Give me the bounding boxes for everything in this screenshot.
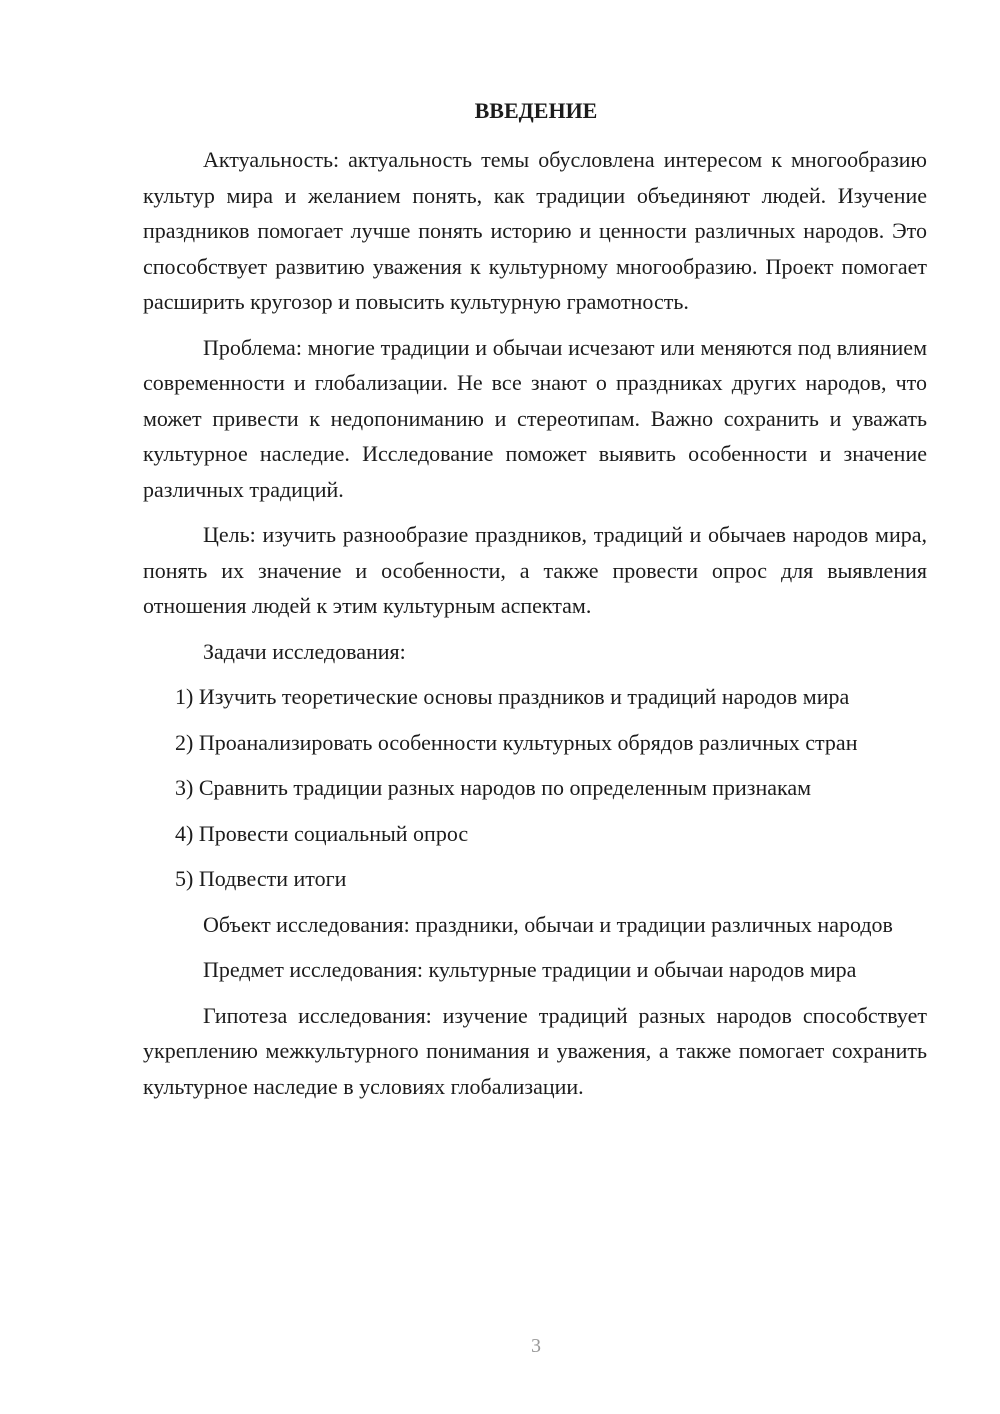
task-item-3: 3) Сравнить традиции разных народов по определенным признакам [175, 775, 812, 800]
task-item-5: 5) Подвести итоги [175, 866, 347, 891]
page-title: ВВЕДЕНИЕ [474, 98, 598, 123]
hypothesis-paragraph: Гипотеза исследования: изучение традиций разных народов способствует укреплению межкультурного понимания и уважения, а также помогает сохранить культурное наследие в условиях глобализации. [143, 1002, 927, 1099]
document-body [143, 142, 927, 1104]
task-item-4: 4) Провести социальный опрос [175, 820, 469, 846]
problem-paragraph: Проблема: многие традиции и обычаи исчезают или меняются под влиянием современности и глобализации. Не все знают о праздниках других народов, что может привести к недопониманию и стереотипам. Важно сохранить и уважать культурное наследие. Исследование поможет выявить особенности и значение различных традиций. [143, 334, 927, 502]
task-item-2: 2) Проанализировать особенности культурных обрядов различных стран [175, 729, 858, 755]
relevance-paragraph: Актуальность: актуальность темы обусловлена интересом к многообразию культур мира и желанием понять, как традиции объединяют людей. Изучение праздников помогает лучше понять историю и ценности различных народов. Это способствует развитию уважения к культурному многообразию. Проект помогает расширить кругозор и повысить культурную грамотность. [143, 147, 927, 314]
object-paragraph: Объект исследования: праздники, обычаи и традиции различных народов [203, 911, 893, 937]
goal-paragraph: Цель: изучить разнообразие праздников, традиций и обычаев народов мира, понять их значение и особенности, а также провести опрос для выявления отношения людей к этим культурным аспектам. [143, 522, 927, 618]
tasks-heading: Задачи исследования: [203, 638, 406, 664]
subject-paragraph: Предмет исследования: культурные традиции и обычаи народов мира [203, 957, 857, 982]
page-number: 3 [531, 1335, 541, 1357]
task-item-1: 1) Изучить теоретические основы праздников и традиций народов мира [175, 684, 850, 709]
